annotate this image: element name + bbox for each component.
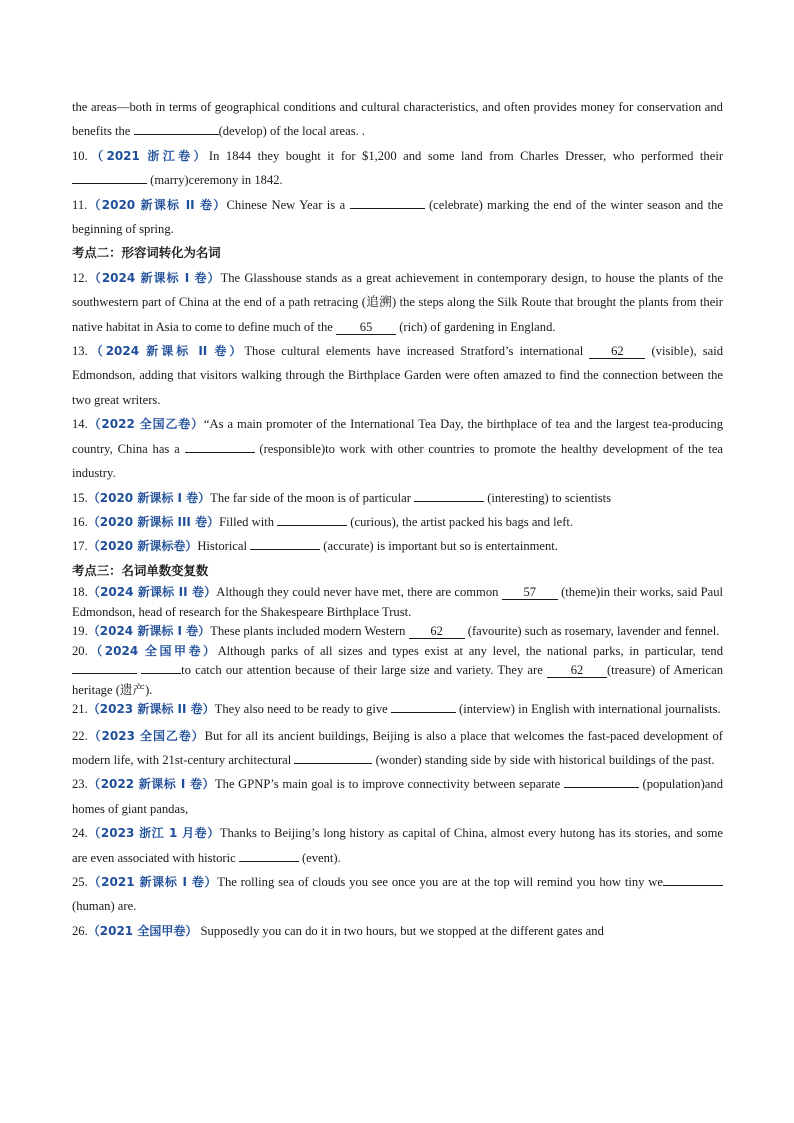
document-page [72,95,723,943]
question-12: 12.（2024 新课标 I 卷）The Glasshouse stands as a great achievement in contemporary design, to house the plants of the southwestern part of China at the end of a path retracing (追溯) the steps along the Silk Route that brought the plants from their native habitat in Asia to come to define much of the 65 (rich) of gardening in England. [72,270,723,334]
answer-blank[interactable] [72,171,147,184]
question-16: 16.（2020 新课标 III 卷）Filled with (curious), the artist packed his bags and left. [72,514,574,529]
question-source: （2023 新课标 II 卷） [87,702,215,717]
answer-blank[interactable] [185,440,255,453]
question-21: 21.（2023 新课标 II 卷）They also need to be ready to give (interview) in English with international journalists. [72,702,721,717]
question-source: （2022 全国乙卷） [87,417,204,432]
question-source: （2023 浙江 1 月卷） [87,826,220,841]
question-source: （2020 新课标卷） [87,539,198,554]
answer-number: 65 [336,320,396,335]
question-24: 24.（2023 浙江 1 月卷）Thanks to Beijing’s long history as capital of China, almost every hutong has its stories, and some are even associated with historic (event). [72,826,723,865]
answer-blank[interactable] [134,122,219,135]
question-source: （2024 新课标 I 卷） [87,624,211,639]
question-22: 22.（2023 全国乙卷）But for all its ancient buildings, Beijing is also a place that welcomes the fast-paced development of modern life, with 21st-century architectural (wonder) standing side by side with historical buildings of the past. [72,728,723,768]
question-source: （2022 新课标 I 卷） [87,777,215,792]
section-heading-2: 考点二：形容词转化为名词 [72,245,221,261]
question-source: （2021 新课标 I 卷） [87,875,218,890]
question-source: （2023 全国乙卷） [87,728,205,743]
question-26: 26.（2021 全国甲卷） Supposedly you can do it in two hours, but we stopped at the different gates and [72,923,604,938]
question-25: 25.（2021 新课标 I 卷）The rolling sea of clouds you see once you are at the top will remind you how tiny we(human) are. [72,870,723,919]
question-20: 20.（2024 全国甲卷）Although parks of all sizes and types exist at any level, the national parks, in particular, tend to catch our attention because of their large size and variety. They are 62 (treasure) of American heritage (遗产). [72,643,724,697]
question-source: （2020 新课标 II 卷） [87,197,227,212]
answer-number: 62 [589,344,645,359]
answer-blank[interactable] [663,873,723,886]
question-11: 11.（2020 新课标 II 卷）Chinese New Year is a (celebrate) marking the end of the winter season and the beginning of spring. [72,197,723,237]
question-13: 13.（2024 新课标 II 卷）Those cultural elements have increased Stratford’s international 62 (visible), said Edmondson, adding that visitors walking through the Birthplace Garden were often amazed to find the connection between the two great writers. [72,344,724,407]
question-10: 10.（2021 浙江卷）In 1844 they bought it for $1,200 and some land from Charles Dresser, who performed their (marry)ceremony in 1842. [72,148,724,188]
question-18: 18.（2024 新课标 II 卷）Although they could never have met, there are common 57 (theme)in their works, said Paul Edmondson, head of research for the Shakespeare Birthplace Trust. [72,585,723,619]
question-source: （2024 新课标 II 卷） [87,344,245,359]
question-source: （2020 新课标 III 卷） [87,514,220,529]
question-19: 19.（2024 新课标 I 卷）These plants included modern Western 62 (favourite) such as rosemary, lavender and fennel. [72,624,720,639]
answer-number: 62 [547,663,607,678]
question-source: （2024 全国甲卷） [87,643,218,658]
question-17: 17.（2020 新课标卷）Historical (accurate) is important but so is entertainment. [72,539,558,554]
answer-blank[interactable] [294,751,372,764]
section-heading-3: 考点三：名词单数变复数 [72,562,209,578]
answer-blank[interactable] [414,489,484,502]
question-source: （2024 新课标 I 卷） [87,270,221,285]
intro-paragraph: the areas—both in terms of geographical conditions and cultural characteristics, and often provides money for conservation and benefits the (develop) of the local areas. . [72,100,723,139]
question-23: 23.（2022 新课标 I 卷）The GPNP’s main goal is to improve connectivity between separate (population)and homes of giant pandas, [72,777,723,816]
question-source: （2021 全国甲卷） [87,923,198,938]
answer-blank[interactable] [391,700,456,713]
answer-blank[interactable] [141,661,181,674]
answer-number: 62 [409,624,465,639]
answer-blank[interactable] [72,661,137,674]
answer-blank[interactable] [350,196,425,209]
question-14: 14.（2022 全国乙卷）“As a main promoter of the International Tea Day, the birthplace of tea and the largest tea-producing country, China has a (responsible)to work with other countries to promote the healthy development of the tea industry. [72,417,724,481]
answer-blank[interactable] [564,775,639,788]
question-source: （2024 新课标 II 卷） [87,585,217,600]
question-source: （2020 新课标 I 卷） [87,490,211,505]
answer-number: 57 [502,585,558,600]
question-source: （2021 浙江卷） [87,148,209,163]
answer-blank[interactable] [239,849,299,862]
question-15: 15.（2020 新课标 I 卷）The far side of the moon is of particular (interesting) to scientists [72,490,612,505]
answer-blank[interactable] [277,513,347,526]
answer-blank[interactable] [250,537,320,550]
